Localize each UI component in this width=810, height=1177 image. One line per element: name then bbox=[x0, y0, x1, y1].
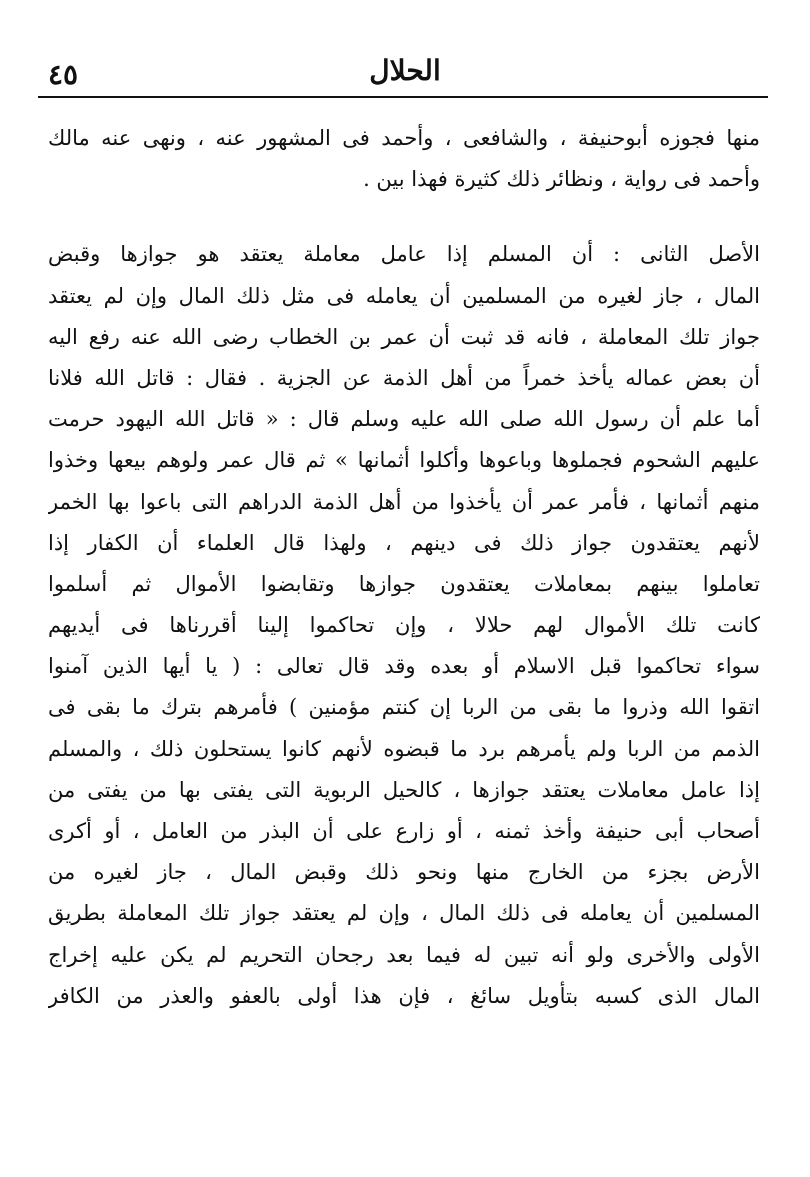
text-line: سواء تحاكموا قبل الاسلام أو بعده وقد قال تعالى : ( يا أيها الذين آمنوا bbox=[48, 654, 760, 679]
text-line: منها فجوزه أبوحنيفة ، والشافعى ، وأحمد فى المشهور عنه ، ونهى عنه مالك bbox=[48, 126, 760, 150]
text-line: إذا عامل معاملات يعتقد جوازها ، كالحيل الربوية التى يفتى بها من يفتى من bbox=[48, 777, 760, 802]
page-header bbox=[40, 48, 770, 98]
text-line: اتقوا الله وذروا ما بقى من الربا إن كنتم مؤمنين ) فأمرهم بترك ما بقى فى bbox=[48, 695, 760, 720]
text-line: أما علم أن رسول الله صلى الله عليه وسلم قال : « قاتل الله اليهود حرمت bbox=[48, 407, 760, 432]
text-line: منهم أثمانها ، فأمر عمر أن يأخذوا من أهل الذمة الدراهم التى باعوا بها الخمر bbox=[48, 489, 760, 514]
text-line: المال ، جاز لغيره من المسلمين أن يعامله فى مثل ذلك المال وإن لم يعتقد bbox=[48, 283, 760, 308]
text-line: أصحاب أبى حنيفة وأخذ ثمنه ، أو زارع على أن البذر من العامل ، أو أكرى bbox=[48, 819, 760, 843]
running-title: الحلال bbox=[369, 54, 441, 87]
text-line: لأنهم يعتقدون جواز ذلك فى دينهم ، ولهذا قال العلماء أن الكفار إذا bbox=[48, 530, 760, 555]
page-number: ٤٥ bbox=[48, 58, 79, 91]
text-line: الأصل الثانى : أن المسلم إذا عامل معاملة يعتقد هو جوازها وقبض bbox=[48, 242, 760, 267]
text-line: وأحمد فى رواية ، ونظائر ذلك كثيرة فهذا بين . bbox=[363, 167, 760, 192]
text-line: عليهم الشحوم فجملوها وباعوها وأكلوا أثمانها » ثم قال عمر ولوهم بيعها وخذوا bbox=[48, 448, 760, 473]
text-line: كانت تلك الأموال لهم حلالا ، وإن تحاكموا إلينا أقررناها فى أيديهم bbox=[48, 613, 760, 638]
paragraph-gap bbox=[48, 200, 760, 234]
paragraph-1 bbox=[48, 118, 760, 200]
text-line: تعاملوا بينهم بمعاملات يعتقدون جوازها وتقابضوا الأموال ثم أسلموا bbox=[48, 571, 760, 596]
text-line: الأرض بجزء من الخارج منها ونحو ذلك وقبض المال ، جاز لغيره من bbox=[48, 860, 760, 885]
header-rule bbox=[38, 96, 768, 98]
text-line: المال الذى كسبه بتأويل سائغ ، فإن هذا أولى بالعفو والعذر من الكافر bbox=[48, 983, 760, 1008]
text-line: جواز تلك المعاملة ، فانه قد ثبت أن عمر بن الخطاب رضى الله عنه رفع اليه bbox=[48, 324, 760, 349]
text-line: الأولى والأخرى ولو أنه تبين له فيما بعد رجحان التحريم لم يكن عليه إخراج bbox=[48, 942, 760, 967]
text-line: الذمم من الربا ولم يأمرهم برد ما قبضوه لأنهم كانوا يستحلون ذلك ، والمسلم bbox=[48, 736, 760, 761]
text-line: أن بعض عماله يأخذ خمراً من أهل الذمة عن الجزية . فقال : قاتل الله فلانا bbox=[48, 365, 760, 390]
body-text bbox=[48, 118, 760, 1017]
paragraph-2 bbox=[48, 234, 760, 1017]
text-line: المسلمين أن يعامله فى ذلك المال ، وإن لم يعتقد جواز تلك المعاملة بطريق bbox=[48, 901, 760, 926]
